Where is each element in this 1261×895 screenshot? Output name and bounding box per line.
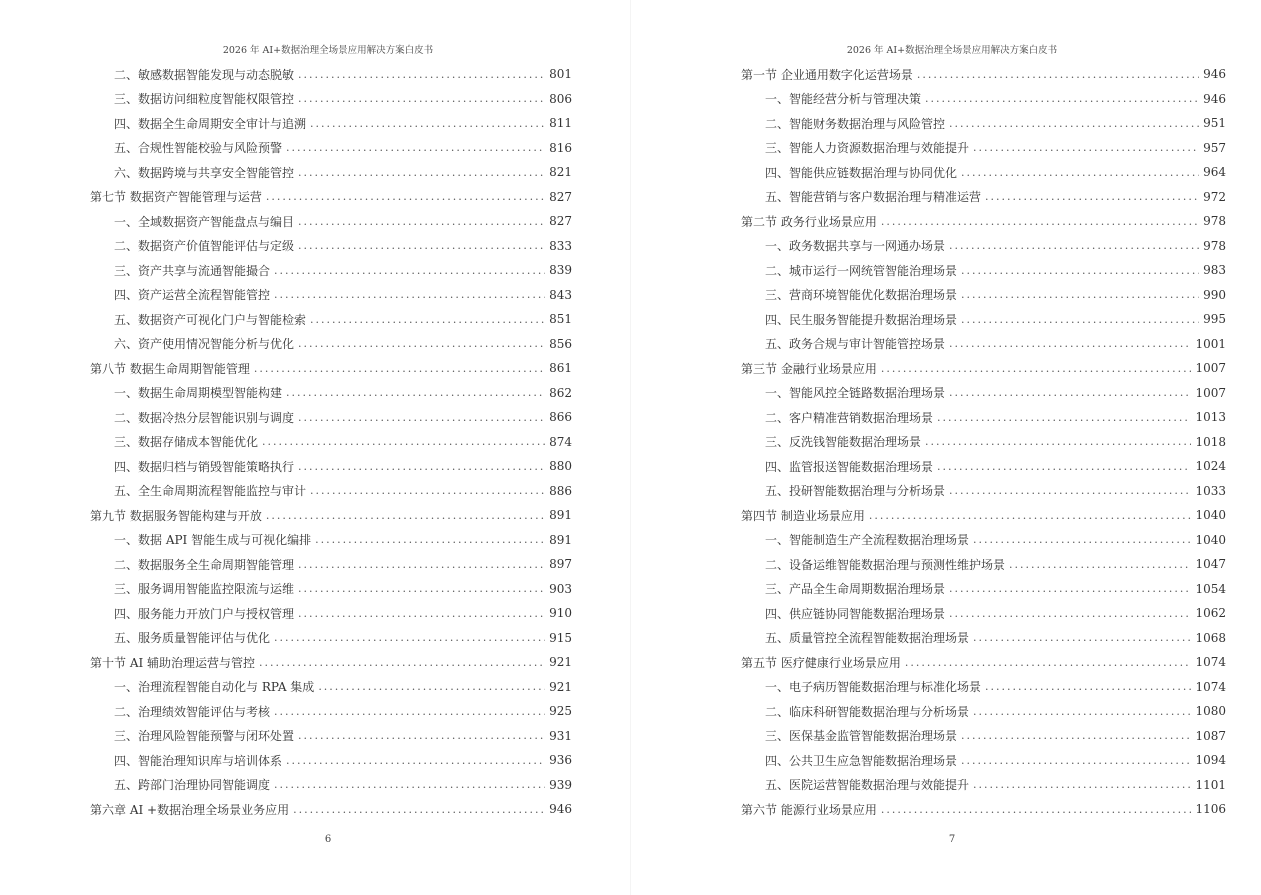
toc-entry[interactable] — [741, 87, 1226, 112]
toc-entry[interactable] — [741, 528, 1226, 553]
toc-entry[interactable] — [90, 528, 572, 553]
toc-entry[interactable] — [90, 209, 572, 234]
toc-entry-title: 五、服务质量智能评估与优化 — [114, 631, 271, 646]
toc-entry-page: 925 — [549, 704, 572, 719]
toc-entry[interactable] — [90, 283, 572, 308]
dot-leader — [881, 803, 1192, 816]
toc-entry-page: 1080 — [1195, 704, 1226, 719]
toc-entry-page: 1007 — [1195, 361, 1226, 376]
toc-entry-title: 一、智能经营分析与管理决策 — [765, 92, 922, 107]
toc-entry-page: 951 — [1203, 116, 1226, 131]
dot-leader — [937, 460, 1191, 473]
toc-entry-page: 1013 — [1195, 410, 1226, 425]
toc-entry[interactable] — [741, 552, 1226, 577]
dot-leader — [973, 533, 1191, 546]
toc-entry-page: 921 — [549, 679, 572, 694]
dot-leader — [961, 166, 1199, 179]
dot-leader — [298, 166, 545, 179]
dot-leader — [949, 484, 1191, 497]
dot-leader — [315, 533, 545, 546]
toc-entry[interactable] — [741, 185, 1226, 210]
toc-entry-title: 三、服务调用智能监控限流与运维 — [114, 582, 295, 597]
toc-entry-page: 939 — [549, 777, 572, 792]
toc-entry-title: 三、产品全生命周期数据治理场景 — [765, 582, 946, 597]
toc-entry[interactable] — [90, 405, 572, 430]
dot-leader — [293, 803, 545, 816]
toc-entry-title: 三、资产共享与流通智能撮合 — [114, 263, 271, 278]
toc-entry-page: 1062 — [1195, 606, 1226, 621]
toc-entry-title: 五、智能营销与客户数据治理与精准运营 — [765, 190, 982, 205]
toc-entry-page: 1001 — [1195, 336, 1226, 351]
toc-entry-page: 1068 — [1195, 630, 1226, 645]
toc-entry[interactable] — [741, 283, 1226, 308]
toc-entry[interactable] — [90, 626, 572, 651]
toc-entry-title: 五、投研智能数据治理与分析场景 — [765, 484, 946, 499]
toc-entry-page: 946 — [1203, 67, 1226, 82]
dot-leader — [274, 264, 545, 277]
toc-entry-page: 921 — [549, 655, 572, 670]
left-page — [0, 0, 630, 895]
toc-entry[interactable] — [90, 650, 572, 675]
toc-entry[interactable] — [741, 503, 1226, 528]
dot-leader — [949, 239, 1199, 252]
toc-entry-title: 二、客户精准营销数据治理场景 — [765, 410, 934, 425]
dot-leader — [961, 729, 1191, 742]
toc-entry[interactable] — [741, 797, 1226, 822]
dot-leader — [274, 705, 545, 718]
dot-leader — [266, 509, 545, 522]
toc-entry-title: 二、敏感数据智能发现与动态脱敏 — [114, 67, 295, 82]
toc-entry[interactable] — [741, 577, 1226, 602]
toc-entry-page: 903 — [549, 581, 572, 596]
dot-leader — [259, 656, 545, 669]
toc-entry[interactable] — [741, 234, 1226, 259]
toc-entry[interactable] — [741, 332, 1226, 357]
toc-entry-page: 843 — [549, 287, 572, 302]
running-header: 2026 年 AI+数据治理全场景应用解决方案白皮书 — [846, 45, 1058, 56]
dot-leader — [881, 215, 1199, 228]
toc-entry-page: 990 — [1203, 287, 1226, 302]
toc-entry-title: 二、城市运行一网统管智能治理场景 — [765, 263, 958, 278]
dot-leader — [310, 313, 545, 326]
toc-entry-page: 1024 — [1195, 459, 1226, 474]
toc-entry[interactable] — [741, 405, 1226, 430]
toc-entry-page: 861 — [549, 361, 572, 376]
toc-entry-page: 1101 — [1195, 777, 1226, 792]
toc-entry[interactable] — [741, 601, 1226, 626]
dot-leader — [973, 141, 1199, 154]
right-page — [630, 0, 1261, 895]
toc-entry[interactable] — [90, 430, 572, 455]
toc-entry-page: 862 — [549, 385, 572, 400]
dot-leader — [881, 362, 1192, 375]
dot-leader — [262, 435, 545, 448]
toc-entry-page: 946 — [549, 802, 572, 817]
dot-leader — [298, 582, 545, 595]
toc-entry-title: 二、治理绩效智能评估与考核 — [114, 704, 271, 719]
toc-entry-title: 三、数据访问细粒度智能权限管控 — [114, 92, 295, 107]
toc-entry-page: 995 — [1203, 312, 1226, 327]
toc-entry-title: 三、营商环境智能优化数据治理场景 — [765, 288, 958, 303]
toc-entry-title: 三、数据存储成本智能优化 — [114, 435, 259, 450]
toc-entry-title: 三、反洗钱智能数据治理场景 — [765, 435, 922, 450]
dot-leader — [961, 288, 1199, 301]
dot-leader — [973, 631, 1191, 644]
toc-entry[interactable] — [741, 160, 1226, 185]
toc-entry-page: 983 — [1203, 263, 1226, 278]
toc-entry-page: 821 — [549, 165, 572, 180]
toc-entry-title: 三、智能人力资源数据治理与效能提升 — [765, 141, 970, 156]
toc-entry-page: 851 — [549, 312, 572, 327]
toc-entry[interactable] — [90, 503, 572, 528]
toc-entry-page: 972 — [1203, 189, 1226, 204]
toc-entry[interactable] — [741, 479, 1226, 504]
toc-entry[interactable] — [90, 479, 572, 504]
toc-entry[interactable] — [90, 136, 572, 161]
toc-entry[interactable] — [90, 577, 572, 602]
toc-entry-title: 一、电子病历智能数据治理与标准化场景 — [765, 680, 982, 695]
dot-leader — [949, 607, 1191, 620]
toc-entry-page: 1074 — [1195, 679, 1226, 694]
dot-leader — [925, 435, 1191, 448]
toc-entry-page: 964 — [1203, 165, 1226, 180]
toc-entry[interactable] — [90, 307, 572, 332]
toc-entry-title: 四、智能治理知识库与培训体系 — [114, 753, 283, 768]
toc-entry-title: 六、资产使用情况智能分析与优化 — [114, 337, 295, 352]
dot-leader — [949, 337, 1191, 350]
dot-leader — [949, 386, 1191, 399]
toc-entry-page: 1087 — [1195, 728, 1226, 743]
dot-leader — [298, 92, 545, 105]
dot-leader — [266, 190, 545, 203]
dot-leader — [274, 778, 545, 791]
dot-leader — [961, 264, 1199, 277]
toc-entry-page: 891 — [549, 508, 572, 523]
toc-entry[interactable] — [90, 111, 572, 136]
dot-leader — [254, 362, 545, 375]
toc-entry-title: 二、设备运维智能数据治理与预测性维护场景 — [765, 557, 1006, 572]
toc-entry-page: 886 — [549, 483, 572, 498]
toc-entry[interactable] — [741, 454, 1226, 479]
toc-entry[interactable] — [90, 699, 572, 724]
toc-entry[interactable] — [90, 234, 572, 259]
toc-entry[interactable] — [90, 185, 572, 210]
toc-entry-page: 1054 — [1195, 581, 1226, 596]
toc-entry-title: 第九节 数据服务智能构建与开放 — [90, 508, 262, 523]
toc-entry-page: 1047 — [1195, 557, 1226, 572]
toc-entry-title: 一、治理流程智能自动化与 RPA 集成 — [114, 680, 315, 695]
toc-entry-title: 第二节 政务行业场景应用 — [741, 214, 877, 229]
toc-entry[interactable] — [90, 552, 572, 577]
toc-entry-title: 一、数据生命周期模型智能构建 — [114, 386, 283, 401]
toc-entry-page: 811 — [549, 116, 572, 131]
toc-entry-title: 五、政务合规与审计智能管控场景 — [765, 337, 946, 352]
dot-leader — [310, 484, 545, 497]
dot-leader — [985, 680, 1191, 693]
toc-entry-title: 四、智能供应链数据治理与协同优化 — [765, 165, 958, 180]
toc-entry-page: 833 — [549, 238, 572, 253]
toc-entry-page: 915 — [549, 630, 572, 645]
dot-leader — [925, 92, 1199, 105]
dot-leader — [298, 460, 545, 473]
toc-entry[interactable] — [90, 748, 572, 773]
toc-list — [741, 62, 1226, 822]
toc-entry[interactable] — [741, 258, 1226, 283]
toc-entry-page: 874 — [549, 434, 572, 449]
toc-entry[interactable] — [90, 381, 572, 406]
toc-entry[interactable] — [741, 62, 1226, 87]
toc-entry[interactable] — [741, 381, 1226, 406]
dot-leader — [961, 313, 1199, 326]
toc-entry-page: 936 — [549, 753, 572, 768]
toc-entry-page: 910 — [549, 606, 572, 621]
toc-entry[interactable] — [90, 454, 572, 479]
toc-entry-page: 946 — [1203, 91, 1226, 106]
toc-entry-title: 四、公共卫生应急智能数据治理场景 — [765, 753, 958, 768]
toc-entry[interactable] — [90, 675, 572, 700]
dot-leader — [298, 337, 545, 350]
dot-leader — [961, 754, 1191, 767]
toc-entry[interactable] — [90, 87, 572, 112]
toc-entry-title: 四、服务能力开放门户与授权管理 — [114, 606, 295, 621]
dot-leader — [985, 190, 1199, 203]
toc-entry-title: 四、供应链协同智能数据治理场景 — [765, 606, 946, 621]
dot-leader — [949, 117, 1199, 130]
dot-leader — [286, 141, 545, 154]
dot-leader — [286, 386, 545, 399]
dot-leader — [298, 239, 545, 252]
toc-entry[interactable] — [741, 773, 1226, 798]
dot-leader — [298, 68, 545, 81]
toc-entry-title: 一、智能风控全链路数据治理场景 — [765, 386, 946, 401]
toc-entry-page: 816 — [549, 140, 572, 155]
toc-entry-title: 第四节 制造业场景应用 — [741, 508, 865, 523]
toc-entry-page: 897 — [549, 557, 572, 572]
toc-entry-page: 839 — [549, 263, 572, 278]
toc-entry-page: 978 — [1203, 214, 1226, 229]
toc-entry[interactable] — [741, 675, 1226, 700]
dot-leader — [298, 215, 545, 228]
dot-leader — [286, 754, 545, 767]
toc-entry-page: 957 — [1203, 140, 1226, 155]
toc-entry-title: 四、资产运营全流程智能管控 — [114, 288, 271, 303]
toc-entry-page: 806 — [549, 91, 572, 106]
toc-entry[interactable] — [90, 724, 572, 749]
toc-entry[interactable] — [90, 258, 572, 283]
toc-entry-title: 二、临床科研智能数据治理与分析场景 — [765, 704, 970, 719]
running-header: 2026 年 AI+数据治理全场景应用解决方案白皮书 — [222, 45, 434, 56]
toc-entry-title: 五、数据资产可视化门户与智能检索 — [114, 312, 307, 327]
toc-entry-title: 第六章 AI +数据治理全场景业务应用 — [90, 802, 290, 817]
toc-entry-title: 一、智能制造生产全流程数据治理场景 — [765, 533, 970, 548]
toc-entry[interactable] — [741, 748, 1226, 773]
toc-entry[interactable] — [90, 332, 572, 357]
toc-entry-title: 四、监管报送智能数据治理场景 — [765, 459, 934, 474]
toc-entry-title: 第十节 AI 辅助治理运营与管控 — [90, 655, 256, 670]
toc-entry-page: 1018 — [1195, 434, 1226, 449]
toc-entry-page: 978 — [1203, 238, 1226, 253]
toc-entry[interactable] — [741, 430, 1226, 455]
dot-leader — [973, 705, 1191, 718]
toc-entry[interactable] — [90, 773, 572, 798]
toc-entry-title: 第三节 金融行业场景应用 — [741, 361, 877, 376]
toc-entry[interactable] — [741, 699, 1226, 724]
dot-leader — [949, 582, 1191, 595]
toc-entry-page: 827 — [549, 189, 572, 204]
toc-entry[interactable] — [741, 209, 1226, 234]
toc-entry[interactable] — [741, 650, 1226, 675]
toc-entry-title: 一、全域数据资产智能盘点与编目 — [114, 214, 295, 229]
page-number: 7 — [948, 834, 956, 845]
toc-entry-title: 第六节 能源行业场景应用 — [741, 802, 877, 817]
toc-entry-page: 1040 — [1195, 532, 1226, 547]
toc-entry-title: 第五节 医疗健康行业场景应用 — [741, 655, 901, 670]
dot-leader — [274, 288, 545, 301]
toc-entry[interactable] — [90, 601, 572, 626]
toc-entry-title: 第一节 企业通用数字化运营场景 — [741, 67, 913, 82]
toc-entry-page: 801 — [549, 67, 572, 82]
toc-entry-page: 880 — [549, 459, 572, 474]
toc-entry-title: 四、民生服务智能提升数据治理场景 — [765, 312, 958, 327]
toc-entry-title: 二、数据服务全生命周期智能管理 — [114, 557, 295, 572]
toc-entry-title: 五、全生命周期流程智能监控与审计 — [114, 484, 307, 499]
toc-entry-page: 1074 — [1195, 655, 1226, 670]
toc-entry[interactable] — [90, 62, 572, 87]
dot-leader — [310, 117, 545, 130]
toc-entry-page: 1106 — [1195, 802, 1226, 817]
toc-entry-title: 二、数据资产价值智能评估与定级 — [114, 239, 295, 254]
dot-leader — [905, 656, 1192, 669]
dot-leader — [973, 778, 1191, 791]
dot-leader — [1009, 558, 1191, 571]
toc-entry-title: 三、医保基金监管智能数据治理场景 — [765, 729, 958, 744]
toc-entry[interactable] — [741, 356, 1226, 381]
toc-entry[interactable] — [741, 626, 1226, 651]
toc-entry-page: 1094 — [1195, 753, 1226, 768]
toc-entry-title: 三、治理风险智能预警与闭环处置 — [114, 729, 295, 744]
dot-leader — [274, 631, 545, 644]
toc-entry-page: 1033 — [1195, 483, 1226, 498]
page-number: 6 — [324, 834, 332, 845]
dot-leader — [937, 411, 1191, 424]
toc-entry-page: 866 — [549, 410, 572, 425]
dot-leader — [298, 558, 545, 571]
toc-list — [90, 62, 572, 822]
toc-entry-page: 1040 — [1195, 508, 1226, 523]
toc-entry-title: 四、数据全生命周期安全审计与追溯 — [114, 116, 307, 131]
toc-entry-title: 六、数据跨境与共享安全智能管控 — [114, 165, 295, 180]
toc-entry-title: 一、政务数据共享与一网通办场景 — [765, 239, 946, 254]
toc-entry[interactable] — [741, 136, 1226, 161]
toc-entry-page: 1007 — [1195, 385, 1226, 400]
dot-leader — [298, 729, 545, 742]
toc-entry[interactable] — [90, 356, 572, 381]
toc-entry-page: 931 — [549, 728, 572, 743]
toc-entry-page: 827 — [549, 214, 572, 229]
toc-entry-page: 856 — [549, 336, 572, 351]
toc-entry-title: 五、跨部门治理协同智能调度 — [114, 778, 271, 793]
dot-leader — [869, 509, 1192, 522]
dot-leader — [917, 68, 1199, 81]
toc-entry-title: 第七节 数据资产智能管理与运营 — [90, 190, 262, 205]
dot-leader — [298, 411, 545, 424]
toc-entry[interactable] — [741, 724, 1226, 749]
dot-leader — [298, 607, 545, 620]
toc-entry[interactable] — [90, 160, 572, 185]
toc-entry[interactable] — [741, 111, 1226, 136]
toc-entry-title: 第八节 数据生命周期智能管理 — [90, 361, 250, 376]
toc-entry[interactable] — [90, 797, 572, 822]
toc-entry-title: 一、数据 API 智能生成与可视化编排 — [114, 533, 312, 548]
dot-leader — [318, 680, 545, 693]
toc-entry-title: 四、数据归档与销毁智能策略执行 — [114, 459, 295, 474]
toc-entry-title: 二、智能财务数据治理与风险管控 — [765, 116, 946, 131]
toc-entry-title: 五、医院运营智能数据治理与效能提升 — [765, 778, 970, 793]
toc-entry-title: 五、质量管控全流程智能数据治理场景 — [765, 631, 970, 646]
toc-entry-title: 二、数据冷热分层智能识别与调度 — [114, 410, 295, 425]
toc-entry[interactable] — [741, 307, 1226, 332]
toc-entry-title: 五、合规性智能校验与风险预警 — [114, 141, 283, 156]
toc-entry-page: 891 — [549, 532, 572, 547]
